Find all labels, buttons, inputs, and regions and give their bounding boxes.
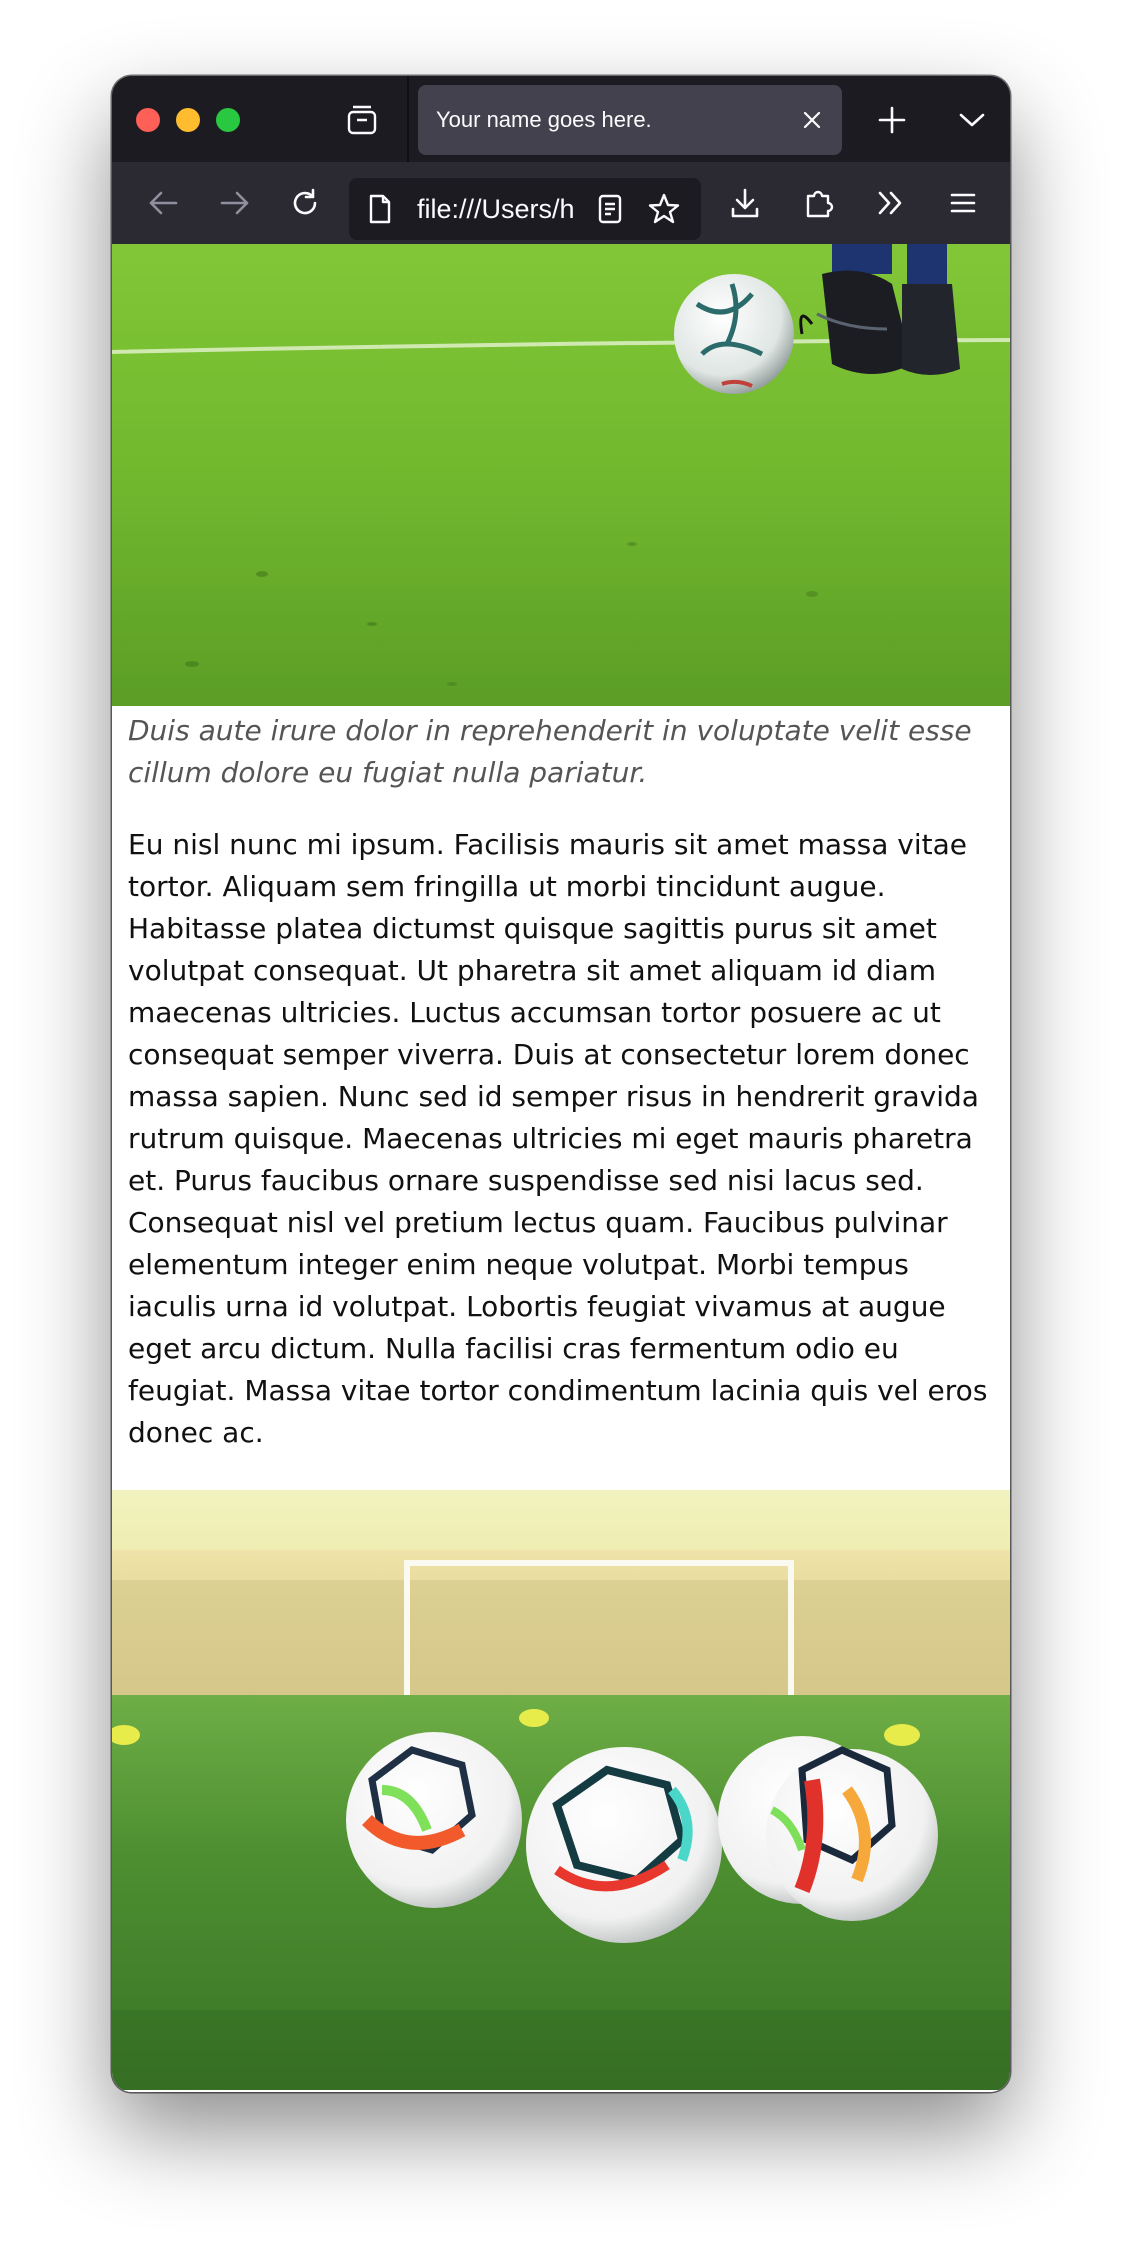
tab-bar — [112, 76, 1010, 162]
browser-window — [112, 76, 1010, 2092]
close-icon[interactable] — [794, 102, 830, 138]
nav-toolbar — [112, 162, 1010, 244]
soccer-balls-photo — [112, 1490, 1010, 2090]
arrow-right-icon[interactable] — [212, 180, 258, 226]
download-icon[interactable] — [722, 180, 768, 226]
puzzle-icon[interactable] — [796, 180, 842, 226]
plus-icon[interactable] — [870, 98, 914, 142]
image-caption: Duis aute irure dolor in reprehenderit in voluptate velit esse cillum dolore eu fugiat nulla pariatur. — [128, 714, 972, 789]
browser-chrome — [112, 76, 1010, 244]
soccer-field-photo — [112, 244, 1010, 706]
page-content — [112, 244, 1010, 2092]
hamburger-menu-icon[interactable] — [940, 180, 986, 226]
tab-title: Your name goes here. — [436, 107, 652, 132]
url-text[interactable]: file:///Users/h — [417, 194, 575, 224]
tab-active[interactable] — [418, 85, 842, 155]
toolbar-separator — [407, 76, 409, 162]
body-paragraph: Eu nisl nunc mi ipsum. Facilisis mauris sit amet massa vitae tortor. Aliquam sem fringilla ut morbi tincidunt augue. Habitasse platea dictumst quisque sagittis purus sit amet volutpat consequat. Ut pharetra sit amet aliquam id diam maecenas ultricies. Luctus accumsan tortor posuere ac ut consequat semper viverra. Duis at consectetur lorem donec massa sapien. Nunc sed id semper risus in hendrerit gravida rutrum quisque. Maecenas ultricies mi eget mauris pharetra et. Purus faucibus ornare suspendisse sed nisi lacus sed. Consequat nisl vel pretium lectus quam. Faucibus pulvinar elementum integer enim neque volutpat. Morbi tempus iaculis urna id volutpat. Lobortis feugiat vivamus at augue eget arcu dictum. Nulla facilisi cras fermentum odio eu feugiat. Massa vitae tortor condimentum lacinia quis vel eros donec ac. — [128, 828, 988, 1449]
reload-icon[interactable] — [282, 180, 328, 226]
arrow-left-icon[interactable] — [140, 180, 186, 226]
reader-view-icon[interactable] — [593, 192, 627, 226]
minimize-window-button[interactable] — [176, 108, 200, 132]
close-window-button[interactable] — [136, 108, 160, 132]
address-bar[interactable] — [349, 178, 701, 240]
zoom-window-button[interactable] — [216, 108, 240, 132]
chevron-down-icon[interactable] — [950, 98, 994, 142]
star-icon[interactable] — [645, 190, 683, 228]
document-icon — [363, 192, 397, 226]
tab-overview-icon[interactable] — [340, 98, 384, 142]
double-chevron-icon[interactable] — [868, 180, 914, 226]
